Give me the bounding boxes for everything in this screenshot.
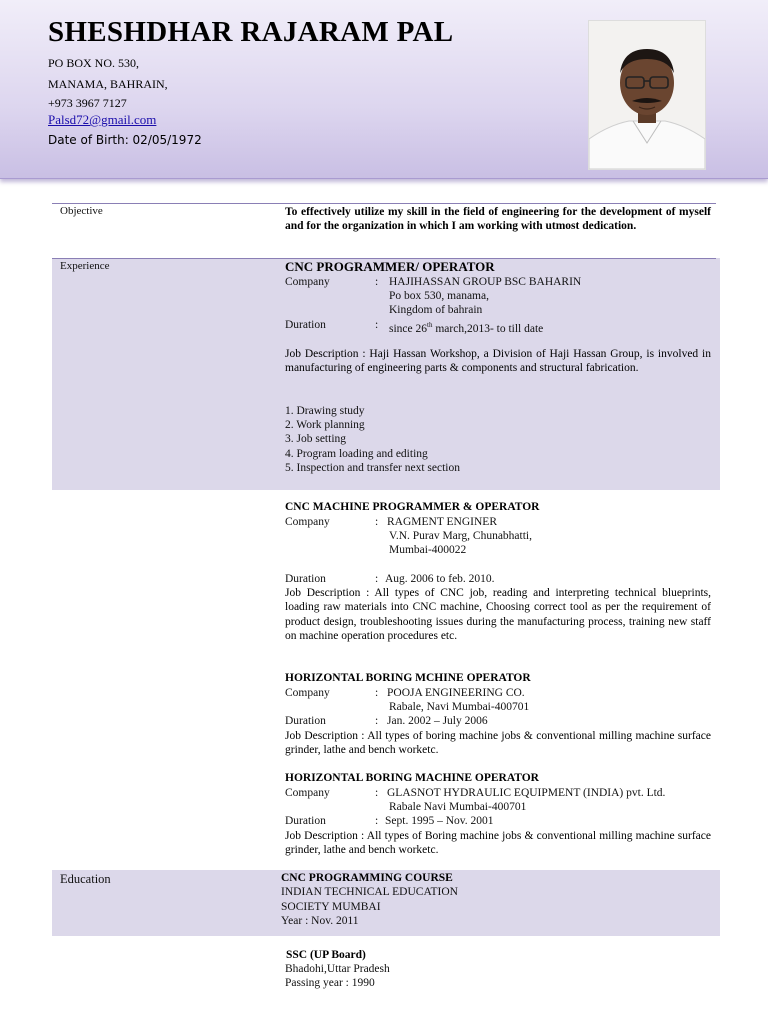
job2-title: CNC MACHINE PROGRAMMER & OPERATOR bbox=[285, 501, 540, 513]
job2-company-colon: : bbox=[375, 516, 379, 528]
job1-duration-label: Duration bbox=[285, 319, 326, 331]
experience-label: Experience bbox=[60, 260, 110, 272]
education-label: Education bbox=[60, 872, 111, 886]
email-link[interactable]: Palsd72@gmail.com bbox=[48, 112, 157, 127]
job3-duration-colon: : bbox=[375, 715, 379, 727]
job1-duty-5: 5. Inspection and transfer next section bbox=[285, 462, 460, 474]
job4-company-label: Company bbox=[285, 787, 330, 799]
objective-top-rule bbox=[52, 203, 716, 204]
job1-company-label: Company bbox=[285, 276, 330, 288]
job4-duration-label: Duration bbox=[285, 815, 326, 827]
job4-company-line2: Rabale Navi Mumbai-400701 bbox=[389, 801, 527, 813]
course-year: Year : Nov. 2011 bbox=[281, 915, 359, 927]
job1-duty-3: 3. Job setting bbox=[285, 433, 347, 445]
job2-description: Job Description : All types of CNC job, reading and interpreting technical blueprints, loading raw materials into CNC machine, Choosing correct tool as per the requirement of product design, troubleshooting issues during the manufacturing process, training new staff on machine operation procedures etc. bbox=[285, 587, 711, 642]
address-line-1: PO BOX NO. 530, bbox=[48, 56, 140, 70]
job1-company-line1: HAJIHASSAN GROUP BSC BAHARIN bbox=[389, 276, 582, 288]
phone-number: +973 3967 7127 bbox=[48, 96, 127, 110]
job3-company-colon: : bbox=[375, 687, 379, 699]
ssc-location: Bhadohi,Uttar Pradesh bbox=[285, 963, 390, 975]
job1-company-line2: Po box 530, manama, bbox=[389, 290, 489, 302]
job3-title: HORIZONTAL BORING MCHINE OPERATOR bbox=[285, 672, 531, 684]
job3-company-label: Company bbox=[285, 687, 330, 699]
job3-company-line2: Rabale, Navi Mumbai-400701 bbox=[389, 701, 530, 713]
objective-text: To effectively utilize my skill in the field of engineering for the development of myself and for the organization in which I am working with utmost dedication. bbox=[285, 206, 711, 233]
course-institute-line1: INDIAN TECHNICAL EDUCATION bbox=[281, 886, 458, 898]
job2-company-line2: V.N. Purav Marg, Chunabhatti, bbox=[389, 530, 532, 542]
job2-company-line3: Mumbai-400022 bbox=[389, 544, 467, 556]
job2-duration-colon: : bbox=[375, 573, 379, 585]
job1-duration bbox=[389, 318, 543, 336]
job3-duration-label: Duration bbox=[285, 715, 326, 727]
job2-company-line1: RAGMENT ENGINER bbox=[387, 516, 497, 528]
job1-duration-colon: : bbox=[375, 319, 379, 331]
course-title: CNC PROGRAMMING COURSE bbox=[281, 872, 453, 884]
candidate-name: SHESHDHAR RAJARAM PAL bbox=[48, 16, 454, 48]
job4-duration: Sept. 1995 – Nov. 2001 bbox=[385, 815, 494, 827]
job2-duration: Aug. 2006 to feb. 2010. bbox=[385, 573, 495, 585]
job1-duration-sup: th bbox=[427, 321, 433, 329]
objective-label: Objective bbox=[60, 205, 103, 217]
job1-duty-4: 4. Program loading and editing bbox=[285, 448, 428, 460]
job3-company-line1: POOJA ENGINEERING CO. bbox=[387, 687, 525, 699]
job1-title: CNC PROGRAMMER/ OPERATOR bbox=[285, 259, 495, 274]
job1-duration-post: march,2013- to till date bbox=[432, 322, 544, 335]
ssc-year: Passing year : 1990 bbox=[285, 977, 375, 989]
job1-duty-2: 2. Work planning bbox=[285, 419, 365, 431]
job3-description: Job Description : All types of boring machine jobs & conventional milling machine surface grinder, lathe and bench worketc. bbox=[285, 730, 711, 757]
job4-title: HORIZONTAL BORING MACHINE OPERATOR bbox=[285, 772, 539, 784]
address-line-2: MANAMA, BAHRAIN, bbox=[48, 77, 168, 91]
date-of-birth: Date of Birth: 02/05/1972 bbox=[48, 133, 202, 147]
job1-company-line3: Kingdom of bahrain bbox=[389, 304, 483, 316]
job2-duration-label: Duration bbox=[285, 573, 326, 585]
job4-company-colon: : bbox=[375, 787, 379, 799]
job1-duty-1: 1. Drawing study bbox=[285, 405, 365, 417]
resume-header bbox=[0, 0, 768, 179]
profile-photo bbox=[588, 20, 706, 170]
job1-description: Job Description : Haji Hassan Workshop, a Division of Haji Hassan Group, is involved in manufacturing of engineering parts & components and structural fabrication. bbox=[285, 348, 711, 375]
ssc-title: SSC (UP Board) bbox=[286, 949, 366, 961]
job1-company-colon: : bbox=[375, 276, 379, 288]
job4-company-line1: GLASNOT HYDRAULIC EQUIPMENT (INDIA) pvt. Ltd. bbox=[387, 787, 666, 799]
job1-duration-pre: since 26 bbox=[389, 322, 428, 335]
course-institute-line2: SOCIETY MUMBAI bbox=[281, 901, 381, 913]
job4-description: Job Description : All types of Boring machine jobs & conventional milling machine surface grinder, lathe and bench worketc. bbox=[285, 830, 711, 857]
job2-company-label: Company bbox=[285, 516, 330, 528]
job4-duration-colon: : bbox=[375, 815, 379, 827]
job3-duration: Jan. 2002 – July 2006 bbox=[387, 715, 488, 727]
